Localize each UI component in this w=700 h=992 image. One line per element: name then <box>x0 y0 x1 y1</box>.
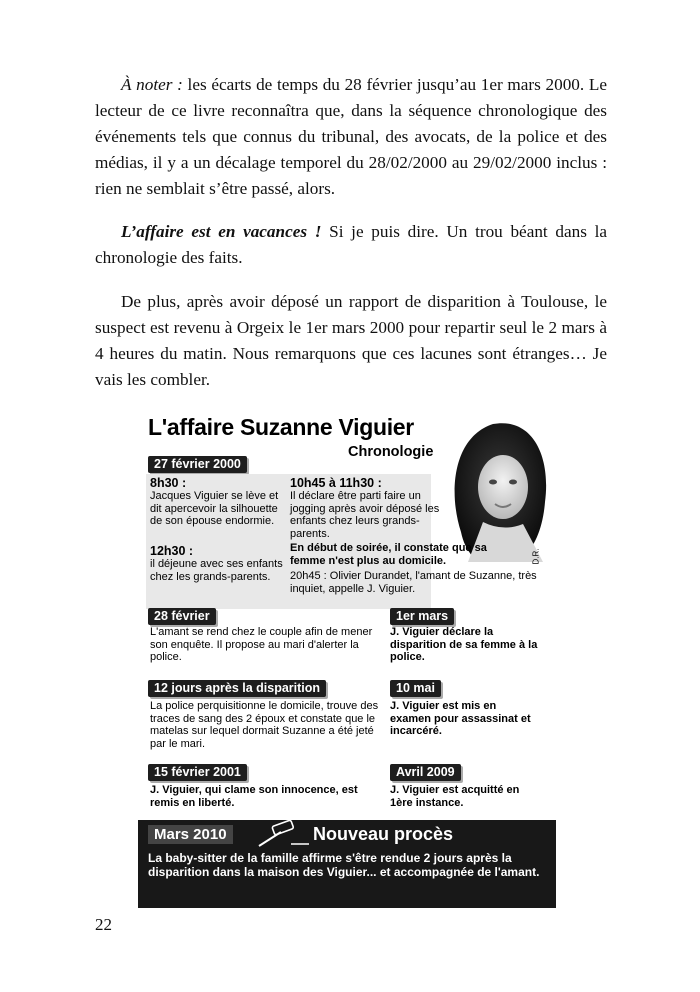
portrait-photo <box>443 412 553 562</box>
banner-text: La baby-sitter de la famille affirme s'être rendue 2 jours après la disparition dans la maison des Viguier... et accompagnée de l'amant. <box>148 851 540 879</box>
paragraph-suspect <box>95 289 607 393</box>
note-body: les écarts de temps du 28 février jusqu’au 1er mars 2000. Le lecteur de ce livre reconnaîtra que, dans la séquence chronologique des événements tels que connus du tribunal, des avocats, de la police et des médias, il y a un décalage temporel du 28/02/2000 au 29/02/2000 inclus : rien ne semblait s’être passé, alors. <box>95 75 607 198</box>
paragraph-vacances <box>95 219 607 271</box>
infographic-subtitle: Chronologie <box>348 444 434 460</box>
chronology-infographic <box>138 412 556 910</box>
entry-12days: La police perquisitionne le domicile, trouve des traces de sang des 2 époux et constate que le matelas sur lequel dormait Suzanne a été jeté par le mari. <box>150 700 379 750</box>
tag-feb27: 27 février 2000 <box>148 456 247 473</box>
banner-year: Mars 2010 <box>148 825 233 844</box>
tag-may10: 10 mai <box>390 680 441 697</box>
vacances-body: Si je puis dire. Un trou béant dans la chronologie des faits. <box>95 222 608 267</box>
tag-mar1: 1er mars <box>390 608 454 625</box>
vacances-lead: L’affaire est en vacances ! <box>121 222 322 241</box>
infographic-title: L'affaire Suzanne Viguier <box>148 414 414 440</box>
entry-may10: J. Viguier est mis en examen pour assassinat et incarcéré. <box>390 700 531 737</box>
entry-feb2001: J. Viguier, qui clame son innocence, est remis en liberté. <box>150 784 358 809</box>
tag-feb28: 28 février <box>148 608 216 625</box>
entry-mar1: J. Viguier déclare la disparition de sa femme à la police. <box>390 626 538 663</box>
new-trial-banner <box>138 820 556 908</box>
suspect-body: De plus, après avoir déposé un rapport de disparition à Toulouse, le suspect est revenu à Orgeix le 1er mars 2000 pour repartir seul le 2 mars à 4 heures du matin. Nous remarquons que ces lacunes sont étranges… Je vais les combler. <box>95 292 607 389</box>
entry-2045: 20h45 : Olivier Durandet, l'amant de Suzanne, très inquiet, appelle J. Viguier. <box>290 570 537 595</box>
tag-apr2009: Avril 2009 <box>390 764 461 781</box>
photo-credit: D.R. <box>531 548 541 565</box>
entry-1045: 10h45 à 11h30 : Il déclare être parti faire un jogging après avoir déposé les enfants chez leurs grands-parents. <box>290 476 440 540</box>
entry-feb28: L'amant se rend chez le couple afin de mener son enquête. Il propose au mari d'alerter la police. <box>150 626 373 663</box>
gavel-icon <box>251 820 311 850</box>
entry-apr2009: J. Viguier est acquitté en 1ère instance. <box>390 784 520 809</box>
note-lead: À noter : <box>121 75 183 94</box>
banner-title: Nouveau procès <box>313 824 454 844</box>
page-number: 22 <box>95 915 112 934</box>
tag-feb2001: 15 février 2001 <box>148 764 247 781</box>
entry-830: 8h30 : Jacques Viguier se lève et dit apercevoir la silhouette de son épouse endormie. <box>150 476 279 527</box>
tag-12days: 12 jours après la disparition <box>148 680 326 697</box>
entry-1230: 12h30 : il déjeune avec ses enfants chez les grands-parents. <box>150 544 283 583</box>
paragraph-note <box>95 72 607 202</box>
entry-evening: En début de soirée, il constate que sa femme n'est plus au domicile. <box>290 542 487 567</box>
